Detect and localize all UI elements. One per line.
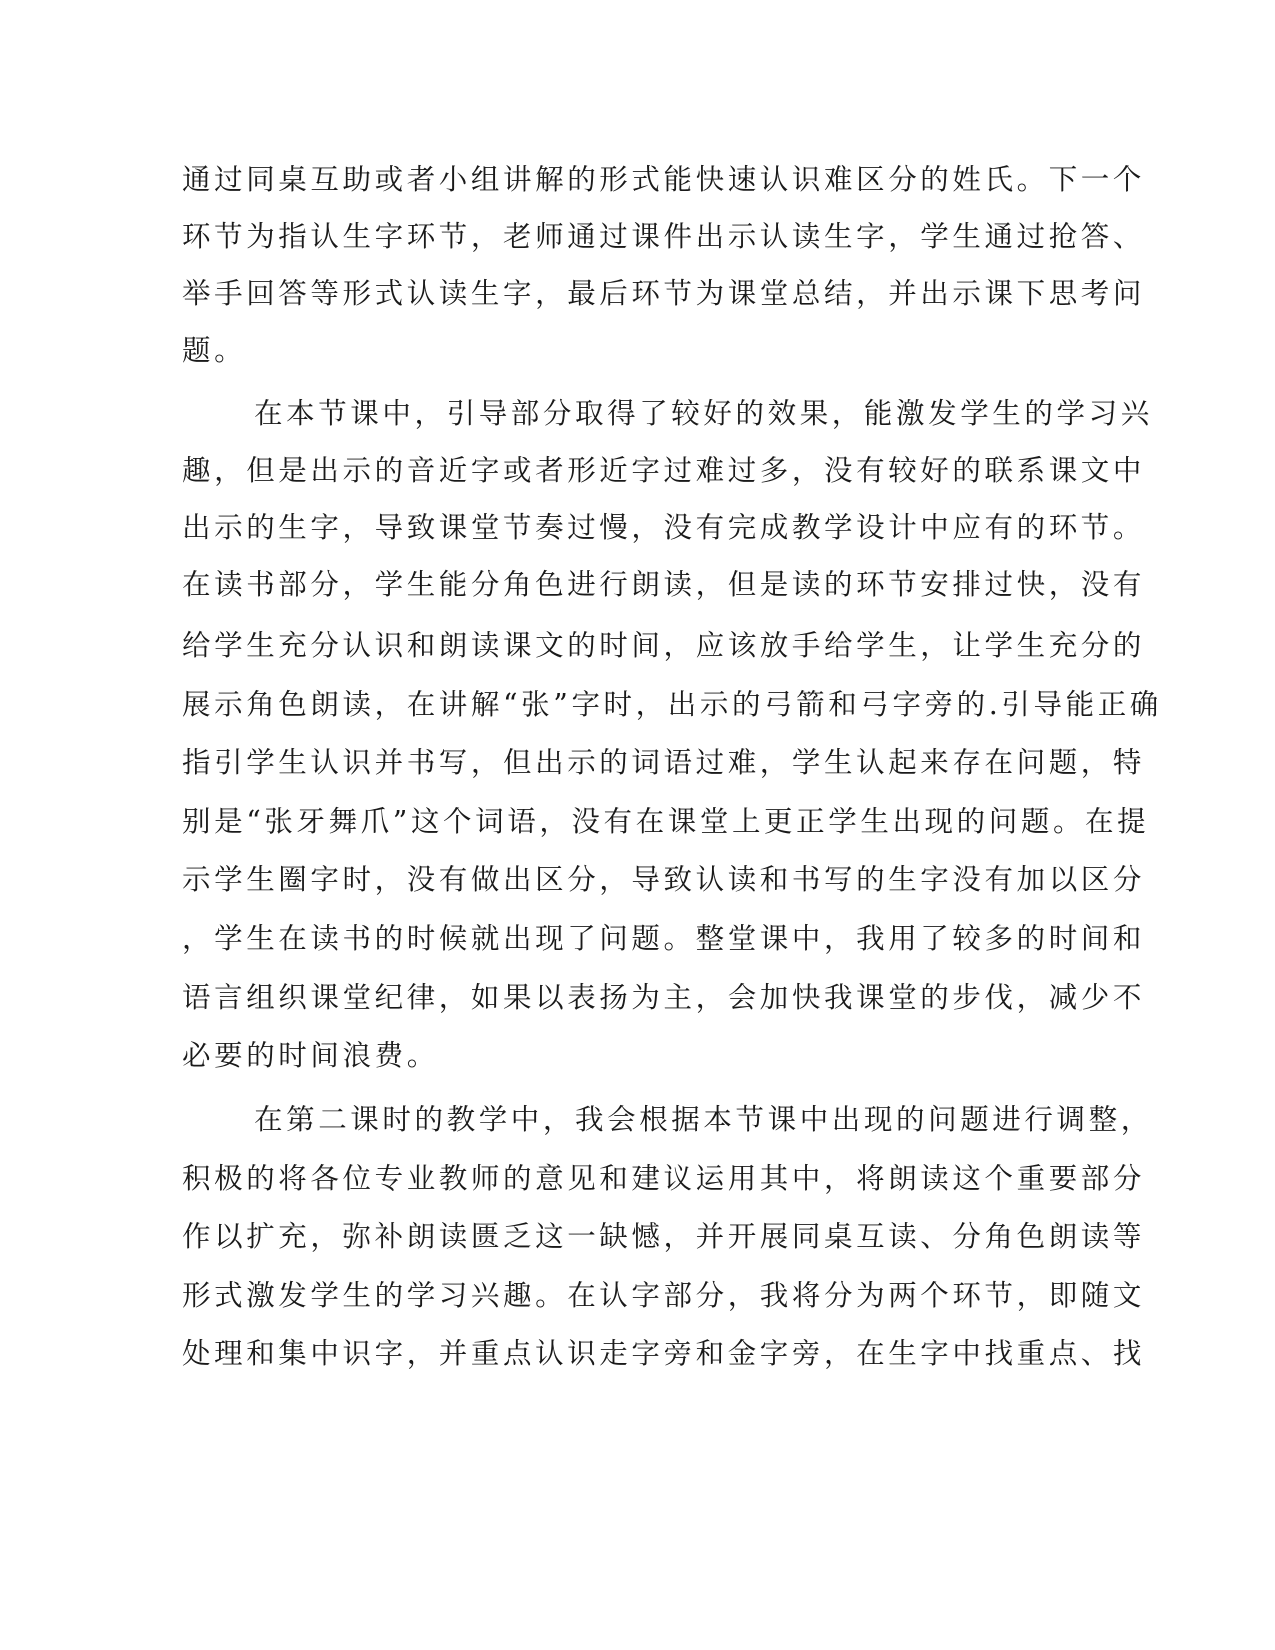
text-line: 环节为指认生字环节，老师通过课件出示认读生字，学生通过抢答、 [182, 220, 1146, 253]
text-line: 通过同桌互助或者小组讲解的形式能快速认识难区分的姓氏。下一个 [182, 163, 1146, 196]
paragraph-first-line: 在本节课中，引导部分取得了较好的效果，能激发学生的学习兴 [254, 397, 1153, 430]
text-line: 指引学生认识并书写，但出示的词语过难，学生认起来存在问题，特 [182, 746, 1146, 779]
text-line: 积极的将各位专业教师的意见和建议运用其中，将朗读这个重要部分 [182, 1162, 1146, 1195]
text-line: 给学生充分认识和朗读课文的时间，应该放手给学生，让学生充分的 [182, 629, 1146, 662]
text-line: 语言组织课堂纪律，如果以表扬为主，会加快我课堂的步伐，减少不 [182, 981, 1146, 1014]
text-line: 举手回答等形式认读生字，最后环节为课堂总结，并出示课下思考问 [182, 277, 1146, 310]
text-line: 在读书部分，学生能分角色进行朗读，但是读的环节安排过快，没有 [182, 568, 1146, 601]
text-line: 示学生圈字时，没有做出区分，导致认读和书写的生字没有加以区分 [182, 863, 1146, 896]
text-line: ，学生在读书的时候就出现了问题。整堂课中，我用了较多的时间和 [182, 922, 1146, 955]
paragraph-first-line: 在第二课时的教学中，我会根据本节课中出现的问题进行调整， [254, 1103, 1153, 1136]
text-line: 处理和集中识字，并重点认识走字旁和金字旁，在生字中找重点、找 [182, 1337, 1146, 1370]
text-line: 必要的时间浪费。 [182, 1039, 439, 1072]
text-line: 别是“张牙舞爪”这个词语，没有在课堂上更正学生出现的问题。在提 [182, 805, 1150, 838]
text-line: 作以扩充，弥补朗读匮乏这一缺憾，并开展同桌互读、分角色朗读等 [182, 1220, 1146, 1253]
text-line: 题。 [182, 334, 247, 367]
text-line: 出示的生字，导致课堂节奏过慢，没有完成教学设计中应有的环节。 [182, 511, 1146, 544]
text-line: 形式激发学生的学习兴趣。在认字部分，我将分为两个环节，即随文 [182, 1279, 1146, 1312]
text-line: 趣，但是出示的音近字或者形近字过难过多，没有较好的联系课文中 [182, 454, 1146, 487]
text-line: 展示角色朗读，在讲解“张”字时，出示的弓箭和弓字旁的.引导能正确 [182, 688, 1162, 721]
